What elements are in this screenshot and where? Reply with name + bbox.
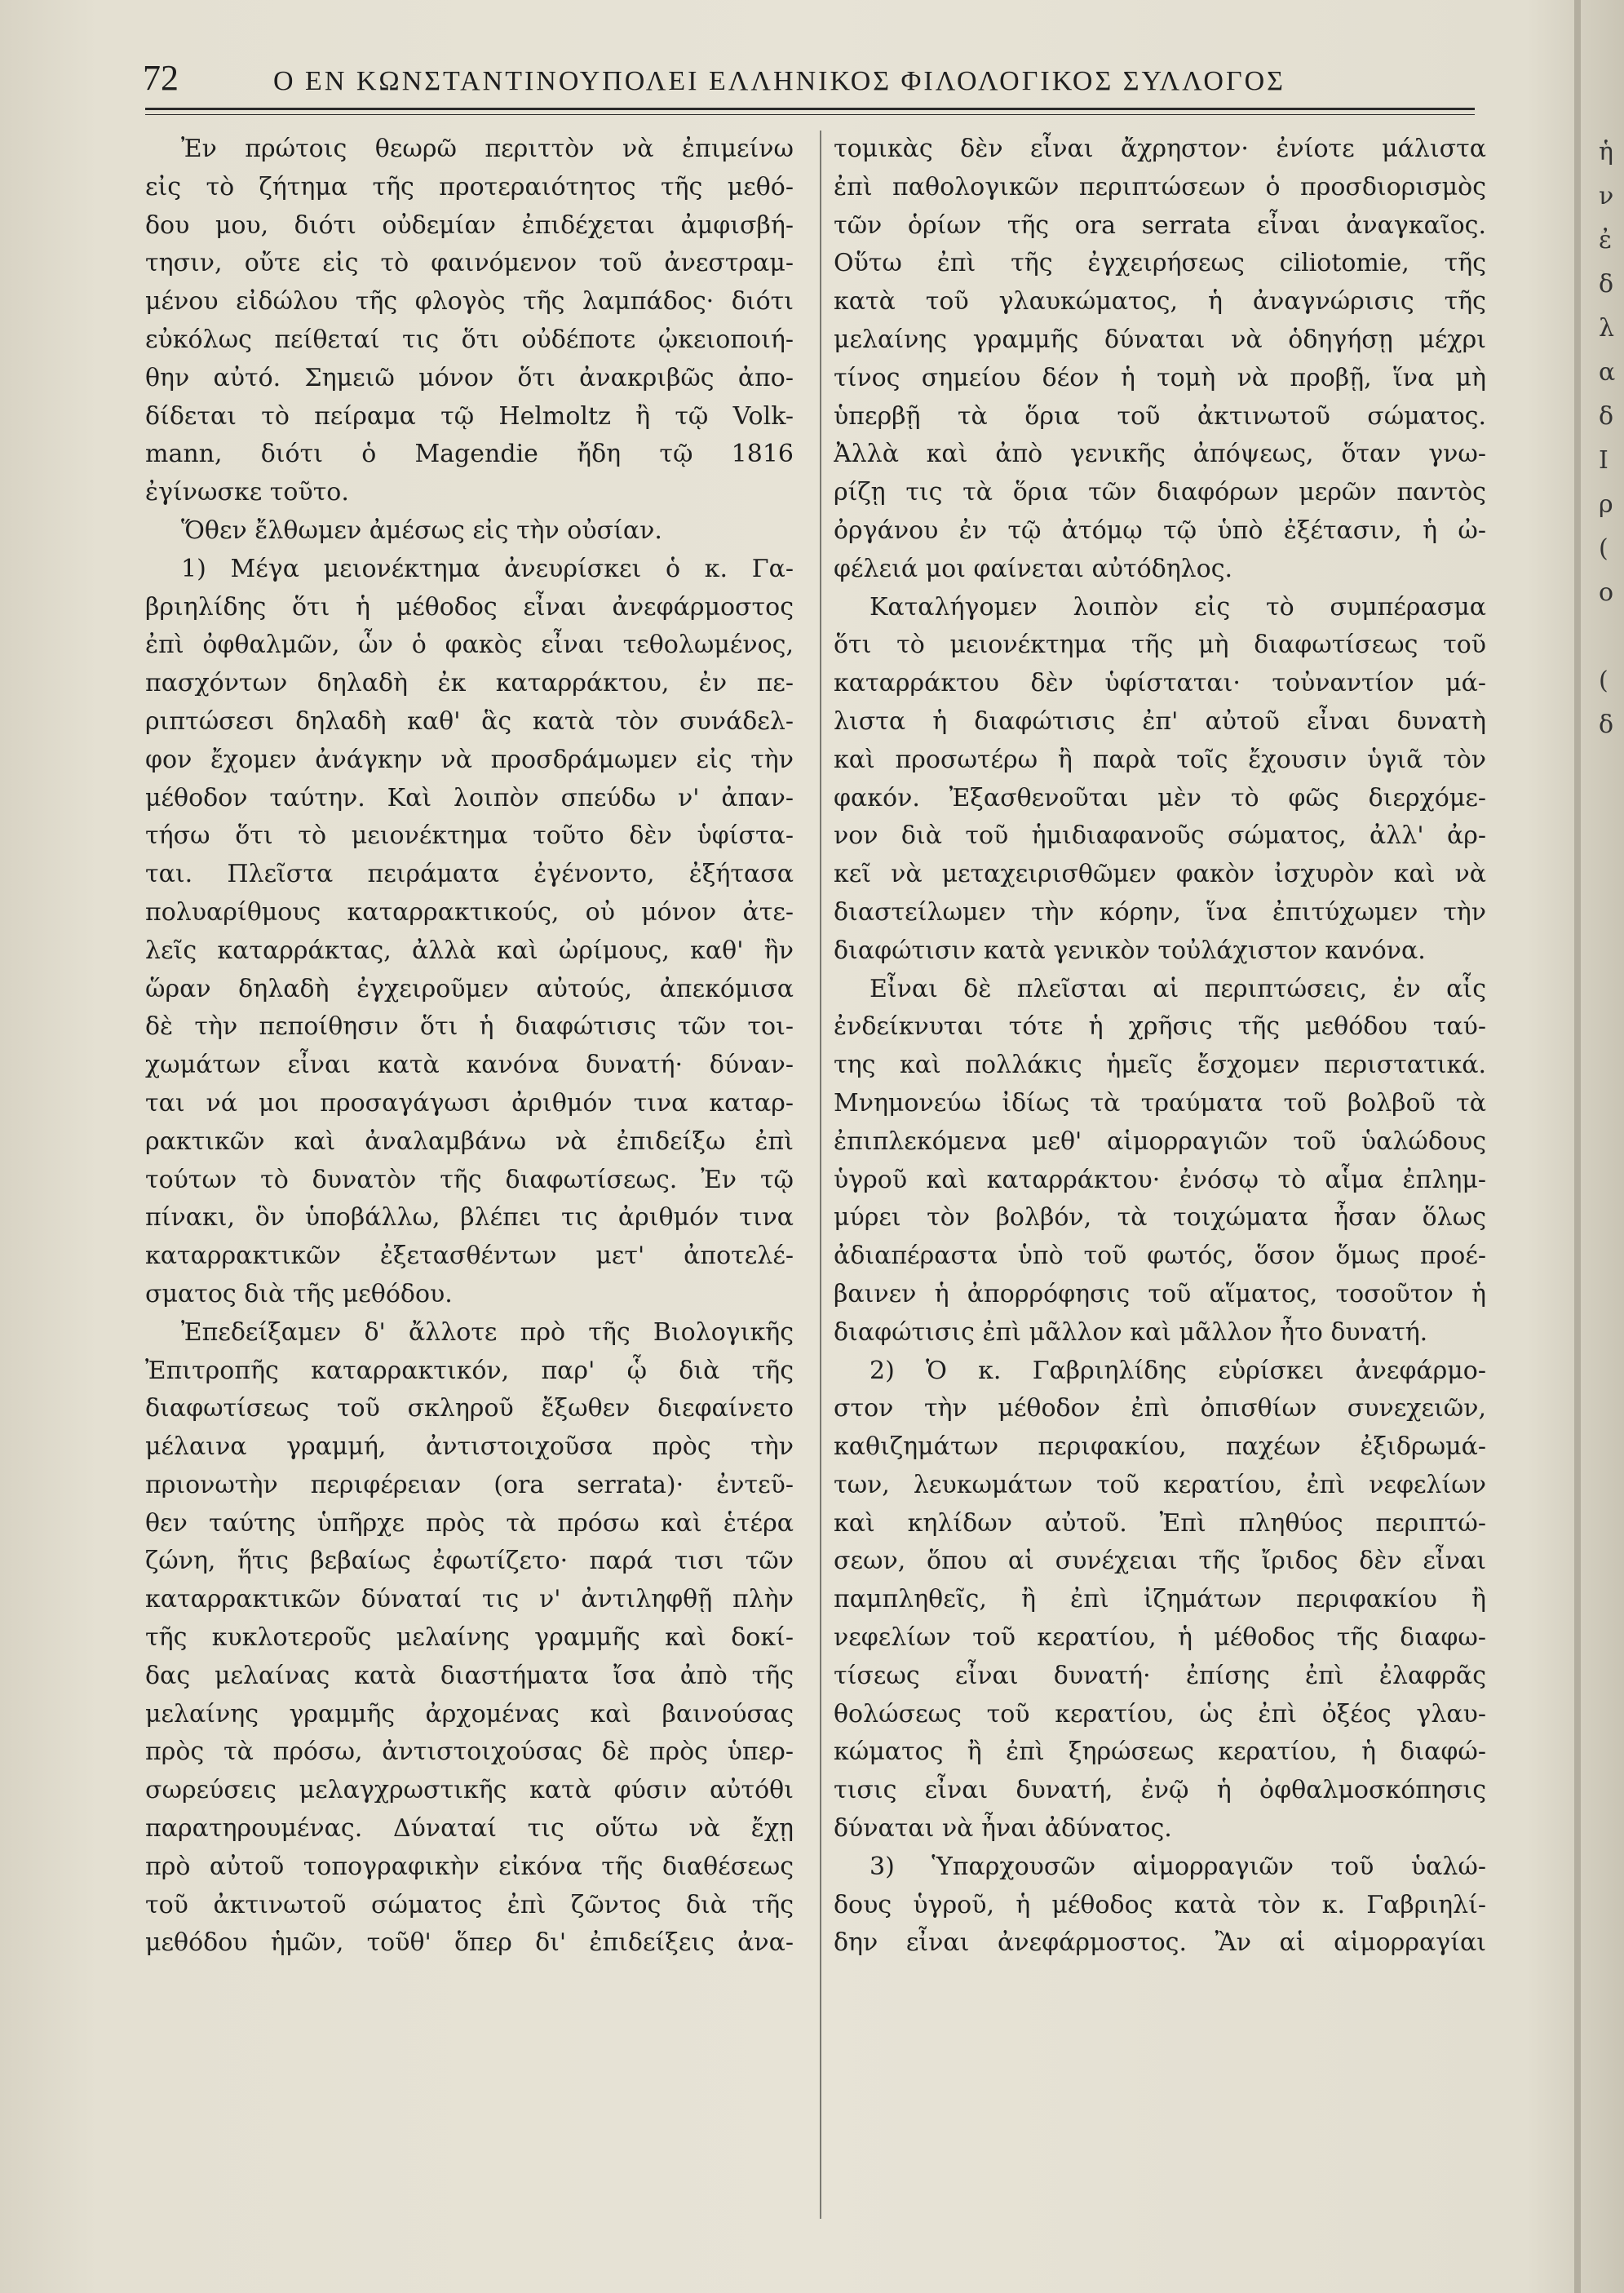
text-line: σματος διὰ τῆς μεθόδου. — [145, 1279, 453, 1308]
text-line: ἐπὶ παθολογικῶν περιπτώσεων ὁ προσδιορισμὸς — [834, 172, 1486, 201]
text-line: πίνακι, ὃν ὑποβάλλω, βλέπει τις ἀριθμόν τινα — [145, 1203, 794, 1233]
text-line: νον διὰ τοῦ ἡμιδιαφανοῦς σώματος, ἀλλ' ἀρ- — [834, 821, 1486, 851]
text-line: μεθόδου ἡμῶν, τοῦθ' ὅπερ δι' ἐπιδείξεις ἀνα- — [145, 1928, 794, 1958]
text-line: ὥραν δηλαδὴ ἐγχειροῦμεν αὐτούς, ἀπεκόμισα — [145, 974, 794, 1003]
text-line: σωρεύσεις μελαγχρωστικῆς κατὰ φύσιν αὐτόθι — [145, 1776, 794, 1805]
text-line: τισις εἶναι δυνατή, ἐνῷ ἡ ὀφθαλμοσκόπησις — [834, 1776, 1486, 1805]
text-line: κατὰ τοῦ γλαυκώματος, ἡ ἀναγνώρισις τῆς — [834, 287, 1486, 317]
text-line: 1) Μέγα μειονέκτημα ἀνευρίσκει ὁ κ. Γα- — [181, 554, 794, 583]
text-line: ριπτώσεσι δηλαδὴ καθ' ἃς κατὰ τὸν συνάδελ- — [145, 706, 794, 736]
text-line: τούτων τὸ δυνατὸν τῆς διαφωτίσεως. Ἐν τῷ — [145, 1165, 794, 1194]
page-header — [143, 57, 1480, 106]
text-line: ἐπιπλεκόμενα μεθ' αἱμορραγιῶν τοῦ ὑαλώδους — [834, 1127, 1486, 1156]
text-line: φέλειά μοι φαίνεται αὐτόδηλος. — [834, 554, 1233, 583]
text-line: της καὶ πολλάκις ἡμεῖς ἔσχομεν περιστατικά. — [834, 1051, 1486, 1080]
margin-letter: δ — [1599, 402, 1614, 431]
text-line: ζώνη, ἥτις βεβαίως ἐφωτίζετο· παρά τισι τῶν — [145, 1547, 794, 1576]
text-line: μένου εἰδώλου τῆς φλογὸς τῆς λαμπάδος· διότι — [145, 287, 794, 317]
text-line: δας μελαίνας κατὰ διαστήματα ἴσα ἀπὸ τῆς — [145, 1661, 794, 1690]
text-line: 3) Ὑπαρχουσῶν αἱμορραγιῶν τοῦ ὑαλώ- — [870, 1852, 1486, 1881]
text-line: θεν ταύτης ὑπῆρχε πρὸς τὰ πρόσω καὶ ἑτέρα — [145, 1508, 794, 1538]
adjacent-page-margin-letters — [1599, 131, 1624, 835]
margin-letter — [1599, 747, 1624, 791]
margin-letter: δ — [1599, 710, 1614, 739]
text-line: κώματος ἢ ἐπὶ ξηρώσεως κερατίου, ἡ διαφώ- — [834, 1737, 1486, 1767]
page-edge-shadow — [1574, 0, 1581, 2293]
text-line: τίσεως εἶναι δυνατή· ἐπίσης ἐπὶ ἐλαφρᾶς — [834, 1661, 1486, 1690]
text-line: πασχόντων δηλαδὴ ἐκ καταρράκτου, ἐν πε- — [145, 669, 794, 698]
text-line: σεων, ὅπου αἱ συνέχειαι τῆς ἴριδος δὲν εἶναι — [834, 1547, 1486, 1576]
text-line: καταρρακτικῶν δύναταί τις ν' ἀντιληφθῇ πλὴν — [145, 1585, 794, 1614]
text-line: διαστείλωμεν τὴν κόρην, ἵνα ἐπιτύχωμεν τὴν — [834, 897, 1486, 927]
text-line: τομικὰς δὲν εἶναι ἄχρηστον· ἐνίοτε μάλιστα — [834, 135, 1486, 163]
text-line: πρὸ αὐτοῦ τοπογραφικὴν εἰκόνα τῆς διαθέσεως — [145, 1852, 794, 1881]
margin-letter: λ — [1599, 314, 1615, 343]
text-line: βριηλίδης ὅτι ἡ μέθοδος εἶναι ἀνεφάρμοστος — [145, 592, 794, 622]
text-line: τῶν ὁρίων τῆς ora serrata εἶναι ἀναγκαῖος. — [834, 210, 1486, 240]
margin-letter: ν — [1599, 182, 1614, 210]
page-number: 72 — [143, 58, 179, 98]
text-line: εὐκόλως πείθεταί τις ὅτι οὐδέποτε ᾠκειοποιή- — [145, 325, 794, 354]
text-line: διαφωτίσεως τοῦ σκληροῦ ἔξωθεν διεφαίνετο — [145, 1394, 794, 1423]
text-line: ται. Πλεῖστα πειράματα ἐγένοντο, ἐξήτασα — [145, 860, 794, 889]
text-line: πολυαρίθμους καταρρακτικούς, οὐ μόνον ἀτε- — [145, 897, 794, 927]
text-line: εἰς τὸ ζήτημα τῆς προτεραιότητος τῆς μεθό- — [145, 172, 794, 201]
text-line: χωμάτων εἶναι κατὰ κανόνα δυνατή· δύναν- — [145, 1051, 794, 1080]
text-line: δίδεται τὸ πείραμα τῷ Helmoltz ἢ τῷ Volk- — [145, 401, 794, 431]
text-line: Εἶναι δὲ πλεῖσται αἱ περιπτώσεις, ἐν αἷς — [870, 974, 1486, 1003]
text-line: ται νά μοι προσαγάγωσι ἀριθμόν τινα καταρ- — [145, 1088, 794, 1118]
text-line: ἐνδείκνυται τότε ἡ χρῆσις τῆς μεθόδου ταύ- — [834, 1012, 1486, 1042]
text-line: φον ἔχομεν ἀνάγκην νὰ προσδράμωμεν εἰς τὴν — [145, 745, 794, 774]
margin-letter: ἐ — [1599, 226, 1613, 255]
text-line: καὶ προσωτέρω ἢ παρὰ τοῖς ἔχουσιν ὑγιᾶ τὸν — [834, 745, 1486, 774]
margin-letter: α — [1599, 358, 1616, 387]
text-line: τοῦ ἀκτινωτοῦ σώματος ἐπὶ ζῶντος διὰ τῆς — [145, 1890, 794, 1919]
text-line: δους ὑγροῦ, ἡ μέθοδος κατὰ τὸν κ. Γαβριηλί- — [834, 1890, 1486, 1919]
text-line: μέλαινα γραμμή, ἀντιστοιχοῦσα πρὸς τὴν — [145, 1432, 794, 1462]
column-divider — [820, 131, 821, 2219]
text-line: ρακτικῶν καὶ ἀναλαμβάνω νὰ ἐπιδείξω ἐπὶ — [145, 1127, 794, 1156]
margin-letter: ( — [1599, 666, 1609, 695]
text-line: μύρει τὸν βολβόν, τὰ τοιχώματα ἦσαν ὅλως — [834, 1203, 1486, 1233]
header-rule — [145, 108, 1475, 110]
text-line: δύναται νὰ ἦναι ἀδύνατος. — [834, 1814, 1172, 1844]
text-line: διαφώτισιν κατὰ γενικὸν τοὐλάχιστον κανόνα. — [834, 936, 1426, 965]
text-line: τησιν, οὔτε εἰς τὸ φαινόμενον τοῦ ἀνεστραμ- — [145, 249, 794, 278]
text-line: Ἐπεδείξαμεν δ' ἄλλοτε πρὸ τῆς Βιολογικῆς — [181, 1317, 794, 1347]
text-line: Καταλήγομεν λοιπὸν εἰς τὸ συμπέρασμα — [870, 592, 1486, 622]
text-line: πρὸς τὰ πρόσω, ἀντιστοιχούσας δὲ πρὸς ὑπερ- — [145, 1737, 794, 1767]
text-line: βαινεν ἡ ἀπορρόφησις τοῦ αἵματος, τοσοῦτον ἡ — [834, 1279, 1486, 1308]
text-line: τῆς κυκλοτεροῦς μελαίνης γραμμῆς καὶ δοκί- — [145, 1623, 794, 1653]
text-line: κεῖ νὰ μεταχειρισθῶμεν φακὸν ἰσχυρὸν καὶ νὰ — [834, 860, 1486, 889]
text-line: παμπληθεῖς, ἢ ἐπὶ ἰζημάτων περιφακίου ἢ — [834, 1585, 1486, 1614]
text-line: Μνημονεύω ἰδίως τὰ τραύματα τοῦ βολβοῦ τὰ — [834, 1088, 1486, 1118]
left-column — [145, 131, 794, 1963]
text-line: Ὅθεν ἔλθωμεν ἀμέσως εἰς τὴν οὐσίαν. — [181, 516, 662, 545]
text-line: mann, διότι ὁ Magendie ἤδη τῷ 1816 — [145, 440, 794, 469]
text-line: ἐπὶ ὀφθαλμῶν, ὧν ὁ φακὸς εἶναι τεθολωμένος, — [145, 631, 794, 660]
header-rule-thin — [145, 114, 1475, 115]
text-line: καὶ κηλίδων αὐτοῦ. Ἐπὶ πληθύος περιπτώ- — [834, 1508, 1486, 1538]
text-line: ὅτι τὸ μειονέκτημα τῆς μὴ διαφωτίσεως τοῦ — [834, 631, 1486, 660]
text-line: στον τὴν μέθοδον ἐπὶ ὀπισθίων συνεχειῶν, — [834, 1394, 1486, 1423]
text-line: λεῖς καταρράκτας, ἀλλὰ καὶ ὠρίμους, καθ' ἣν — [145, 936, 794, 965]
text-line: τήσω ὅτι τὸ μειονέκτημα τοῦτο δὲν ὑφίστα- — [145, 821, 794, 851]
text-line: καταρράκτου δὲν ὑφίσταται· τοὐναντίον μά- — [834, 669, 1486, 698]
text-line: Ἀλλὰ καὶ ἀπὸ γενικῆς ἀπόψεως, ὅταν γνω- — [834, 440, 1486, 469]
margin-letter: ( — [1599, 534, 1609, 563]
text-line: Ἐν πρώτοις θεωρῶ περιττὸν νὰ ἐπιμείνω — [181, 135, 794, 163]
margin-letter — [1599, 615, 1624, 659]
margin-letter: δ — [1599, 270, 1614, 299]
text-line: Οὕτω ἐπὶ τῆς ἐγχειρήσεως ciliotomie, τῆς — [834, 249, 1486, 278]
text-line: λιστα ἡ διαφώτισις ἐπ' αὐτοῦ εἶναι δυνατὴ — [834, 706, 1486, 736]
text-line: ἀδιαπέραστα ὑπὸ τοῦ φωτός, ὅσον ὅμως προέ- — [834, 1242, 1486, 1271]
text-line: 2) Ὁ κ. Γαβριηλίδης εὑρίσκει ἀνεφάρμο- — [870, 1356, 1486, 1385]
text-line: ρίζῃ τις τὰ ὅρια τῶν διαφόρων μερῶν παντὸς — [834, 478, 1486, 507]
text-line: ὑγροῦ καὶ καταρράκτου· ἐνόσῳ τὸ αἷμα ἐπλημ- — [834, 1165, 1486, 1194]
text-line: δὲ τὴν πεποίθησιν ὅτι ἡ διαφώτισις τῶν τοι- — [145, 1012, 794, 1042]
text-line: τίνος σημείου δέον ἡ τομὴ νὰ προβῇ, ἵνα μὴ — [834, 363, 1486, 392]
text-line: καθιζημάτων περιφακίου, παχέων ἐξιδρωμά- — [834, 1432, 1486, 1462]
text-line: μελαίνης γραμμῆς ἀρχομένας καὶ βαινούσας — [145, 1699, 794, 1729]
margin-letter: ρ — [1599, 490, 1613, 519]
text-line: νεφελίων τοῦ κερατίου, ἡ μέθοδος τῆς διαφω- — [834, 1623, 1486, 1653]
margin-letter: ο — [1599, 578, 1614, 607]
text-line: ὑπερβῇ τὰ ὅρια τοῦ ἀκτινωτοῦ σώματος. — [834, 401, 1486, 431]
margin-letter — [1599, 791, 1624, 835]
text-line: ὀργάνου ἐν τῷ ἀτόμῳ τῷ ὑπὸ ἐξέτασιν, ἡ ὠ- — [834, 516, 1486, 545]
text-line: ἐγίνωσκε τοῦτο. — [145, 478, 349, 507]
text-line: φακόν. Ἐξασθενοῦται μὲν τὸ φῶς διερχόμε- — [834, 783, 1486, 812]
text-line: δην εἶναι ἀνεφάρμοστος. Ἂν αἱ αἱμορραγίαι — [834, 1928, 1486, 1958]
text-line: καταρρακτικῶν ἐξετασθέντων μετ' ἀποτελέ- — [145, 1242, 794, 1271]
text-line: δου μου, διότι οὐδεμίαν ἐπιδέχεται ἀμφισβή- — [145, 210, 794, 240]
text-line: πριονωτὴν περιφέρειαν (ora serrata)· ἐντεῦ- — [145, 1470, 794, 1499]
text-line: μελαίνης γραμμῆς δύναται νὰ ὁδηγήσῃ μέχρι — [834, 325, 1486, 354]
right-column — [834, 131, 1486, 1963]
text-line: των, λευκωμάτων τοῦ κερατίου, ἐπὶ νεφελίων — [834, 1470, 1486, 1499]
text-line: θολώσεως τοῦ κερατίου, ὡς ἐπὶ ὀξέος γλαυ- — [834, 1699, 1486, 1729]
text-line: διαφώτισις ἐπὶ μᾶλλον καὶ μᾶλλον ἦτο δυνατή. — [834, 1317, 1428, 1347]
margin-letter: Ι — [1599, 446, 1609, 475]
margin-letter: ἡ — [1599, 138, 1613, 166]
text-line: παρατηρουμένας. Δύναταί τις οὕτω νὰ ἔχῃ — [145, 1814, 794, 1844]
text-line: θην αὐτό. Σημειῶ μόνον ὅτι ἀνακριβῶς ἀπο- — [145, 363, 794, 392]
text-line: μέθοδον ταύτην. Καὶ λοιπὸν σπεύδω ν' ἀπαν- — [145, 783, 794, 812]
text-line: Ἐπιτροπῆς καταρρακτικόν, παρ' ᾧ διὰ τῆς — [145, 1356, 794, 1385]
running-head: Ο ΕΝ ΚΩΝΣΤΑΝΤΙΝΟΥΠΟΛΕΙ ΕΛΛΗΝΙΚΟΣ ΦΙΛΟΛΟΓΙΚΟΣ ΣΥΛΛΟΓΟΣ — [273, 66, 1285, 96]
